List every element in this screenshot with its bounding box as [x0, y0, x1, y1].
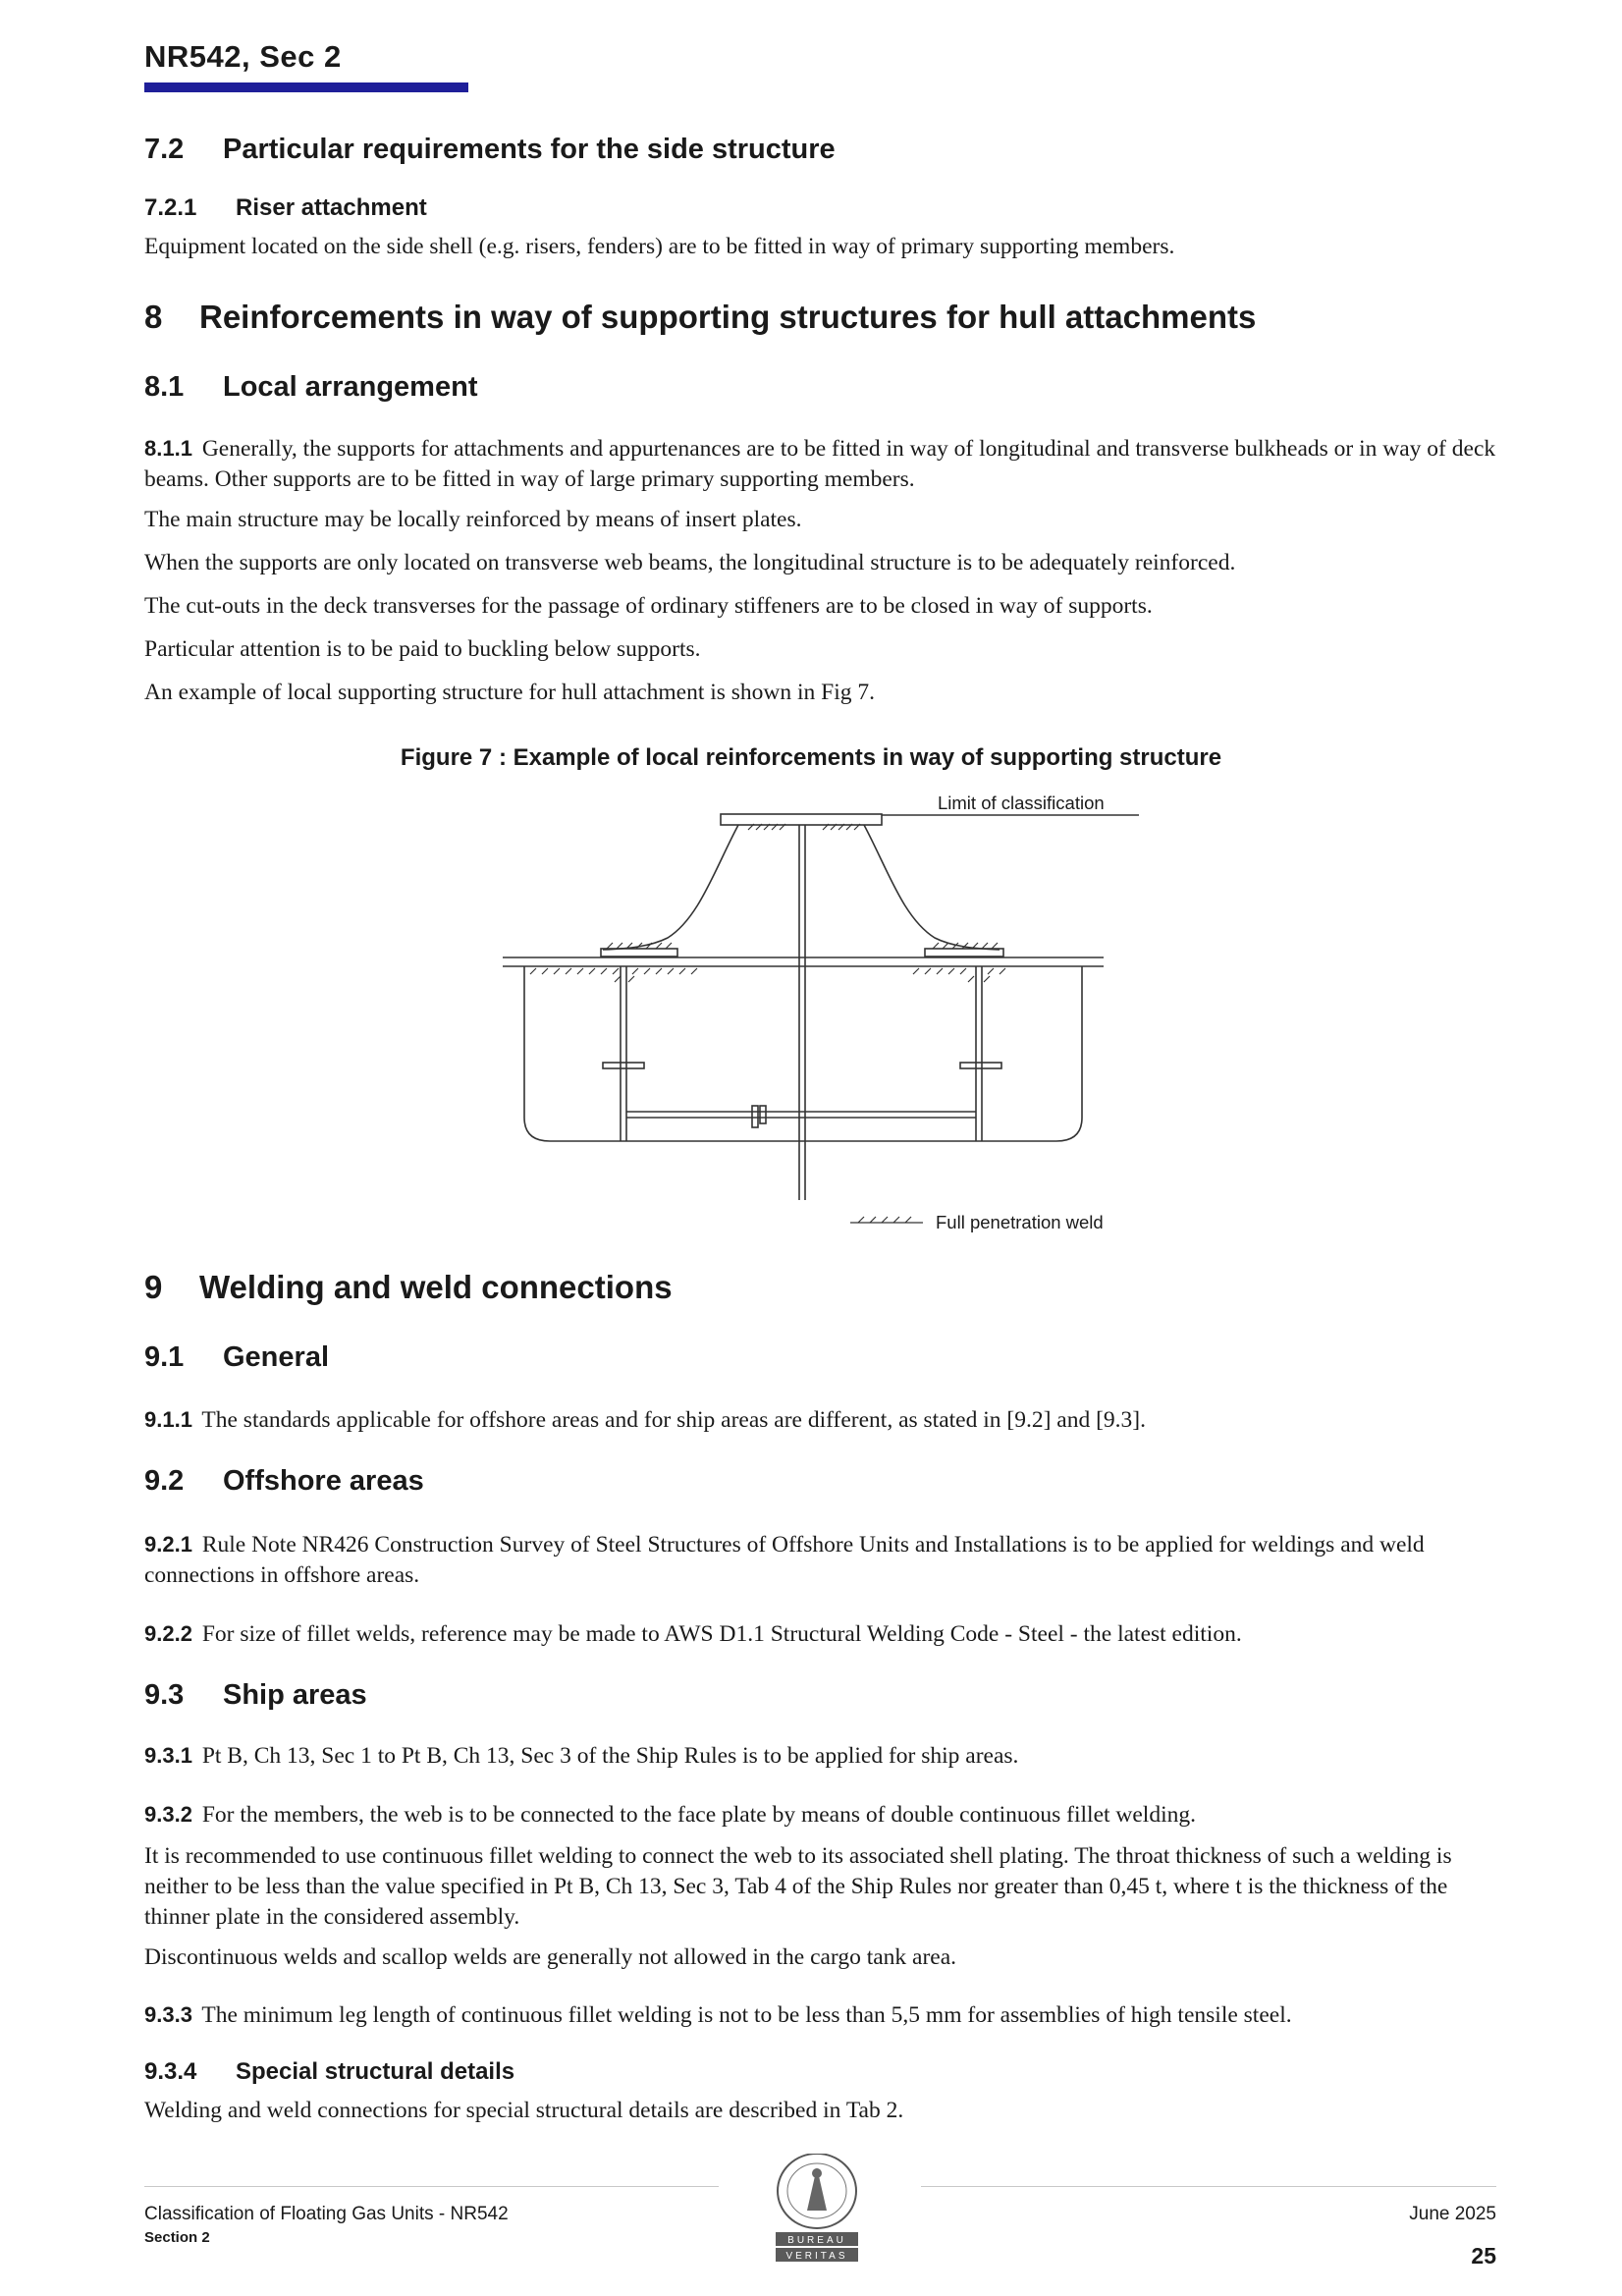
heading-title: General [223, 1341, 329, 1373]
heading-title: Offshore areas [223, 1465, 424, 1497]
paragraph-8-1-1 [144, 433, 1499, 495]
paragraph-9-1-1 [144, 1404, 1499, 1436]
heading-title: Reinforcements in way of supporting structures for hull attachments [199, 299, 1257, 335]
heading-title: Ship areas [223, 1679, 367, 1711]
footer-date: June 2025 [1409, 2204, 1496, 2224]
heading-number: 7.2 [144, 134, 185, 165]
paragraph: Discontinuous welds and scallop welds are generally not allowed in the cargo tank area. [144, 1944, 957, 1970]
heading-7-2 [144, 134, 836, 166]
paragraph-9-3-3 [144, 1999, 1499, 2031]
left-stiffener-flange [603, 1063, 644, 1068]
paragraph-number: 9.3.2 [144, 1802, 192, 1827]
heading-title: Local arrangement [223, 371, 478, 403]
paragraph: Particular attention is to be paid to buckling below supports. [144, 636, 701, 662]
footer-document-title: Classification of Floating Gas Units - NR542 [144, 2204, 509, 2224]
paragraph: When the supports are only located on transverse web beams, the longitudinal structure is to be adequately reinforced. [144, 550, 1236, 575]
heading-number: 9.3 [144, 1679, 185, 1711]
heading-number: 9.2 [144, 1465, 185, 1497]
paragraph-text: For size of fillet welds, reference may be made to AWS D1.1 Structural Welding Code - Steel - the latest edition. [201, 1621, 1242, 1647]
heading-9 [144, 1269, 673, 1306]
paragraph-number: 9.2.2 [144, 1621, 192, 1646]
figure-caption: Figure 7 : Example of local reinforcements in way of supporting structure [400, 744, 1222, 771]
heading-number: 9 [144, 1269, 163, 1305]
heading-7-2-1 [144, 194, 427, 222]
paragraph-9-2-2 [144, 1618, 1499, 1650]
paragraph-number: 9.2.1 [144, 1532, 192, 1557]
footer-rule [144, 2186, 719, 2187]
paragraph-number: 9.3.1 [144, 1743, 192, 1768]
paragraph-text: The minimum leg length of continuous fillet welding is not to be less than 5,5 mm for assemblies of high tensile steel. [201, 2002, 1292, 2028]
paragraph-number: 9.3.3 [144, 2002, 192, 2027]
weld-legend-symbol [850, 1217, 923, 1223]
limit-of-classification-label: Limit of classification [938, 795, 1105, 813]
paragraph: Equipment located on the side shell (e.g. risers, fenders) are to be fitted in way of primary supporting members. [144, 234, 1175, 259]
paragraph: Welding and weld connections for special structural details are described in Tab 2. [144, 2098, 904, 2123]
heading-9-2 [144, 1465, 424, 1498]
paragraph: It is recommended to use continuous fillet welding to connect the web to its associated shell plating. The throat thickness of such a welding is neither to be less than the value specified in Pt B, Ch 13, Sec 3, Tab 4 of the Ship Rules nor greater than 0,45 t, where t is the thickness of the thinner plate in the considered assembly. [144, 1843, 1452, 1930]
paragraph-number: 9.1.1 [144, 1407, 192, 1432]
heading-8-1 [144, 371, 477, 404]
paragraph: An example of local supporting structure for hull attachment is shown in Fig 7. [144, 680, 876, 705]
paragraph-9-3-1 [144, 1740, 1499, 1772]
heading-number: 8.1 [144, 371, 185, 403]
paragraph-text: Rule Note NR426 Construction Survey of Steel Structures of Offshore Units and Installations is to be applied for weldings and weld connections in offshore areas. [144, 1532, 1425, 1588]
support-top-plate [721, 814, 882, 825]
heading-title: Particular requirements for the side structure [223, 134, 836, 165]
heading-9-1 [144, 1341, 329, 1374]
heading-title: Welding and weld connections [199, 1269, 673, 1305]
header-bar [144, 82, 468, 92]
paragraph: The cut-outs in the deck transverses for the passage of ordinary stiffeners are to be closed in way of supports. [144, 593, 1153, 619]
heading-number: 7.2.1 [144, 194, 197, 221]
logo-figure-head [812, 2168, 822, 2178]
heading-title: Special structural details [236, 2058, 515, 2085]
left-bracket-edge [603, 825, 738, 950]
footer-section: Section 2 [144, 2229, 210, 2246]
paragraph-text: Pt B, Ch 13, Sec 1 to Pt B, Ch 13, Sec 3 of the Ship Rules is to be applied for ship areas. [201, 1743, 1019, 1769]
paragraph-text: The standards applicable for offshore areas and for ship areas are different, as stated in [9.2] and [9.3]. [201, 1407, 1146, 1433]
running-header: NR542, Sec 2 [144, 39, 342, 74]
weld-hatching [530, 824, 1005, 982]
heading-9-3 [144, 1679, 367, 1712]
bureau-veritas-logo [768, 2154, 866, 2271]
heading-8 [144, 299, 1256, 336]
figure-7-drawing [491, 795, 1159, 1237]
logo-text-veritas: VERITAS [785, 2251, 848, 2262]
heading-title: Riser attachment [236, 194, 427, 221]
paragraph-9-2-1 [144, 1529, 1499, 1591]
lower-member-clip [752, 1106, 758, 1127]
heading-number: 8 [144, 299, 163, 335]
hull-outline [524, 966, 1082, 1141]
paragraph-number: 8.1.1 [144, 436, 192, 461]
heading-number: 9.3.4 [144, 2058, 197, 2085]
paragraph-text: Generally, the supports for attachments and appurtenances are to be fitted in way of longitudinal and transverse bulkheads or in way of deck beams. Other supports are to be fitted in way of large primary supporting members. [144, 436, 1496, 492]
logo-text-bureau: BUREAU [787, 2235, 846, 2246]
footer-rule [921, 2186, 1496, 2187]
heading-number: 9.1 [144, 1341, 185, 1373]
right-stiffener-flange [960, 1063, 1001, 1068]
full-penetration-weld-label: Full penetration weld [936, 1212, 1104, 1232]
right-bracket-edge [864, 825, 1000, 950]
paragraph-9-3-2 [144, 1799, 1499, 1831]
lower-member-clip [760, 1106, 766, 1123]
paragraph: The main structure may be locally reinforced by means of insert plates. [144, 507, 802, 532]
page-number: 25 [1471, 2243, 1496, 2269]
paragraph-text: For the members, the web is to be connected to the face plate by means of double continuous fillet welding. [201, 1802, 1196, 1828]
heading-9-3-4 [144, 2058, 514, 2086]
